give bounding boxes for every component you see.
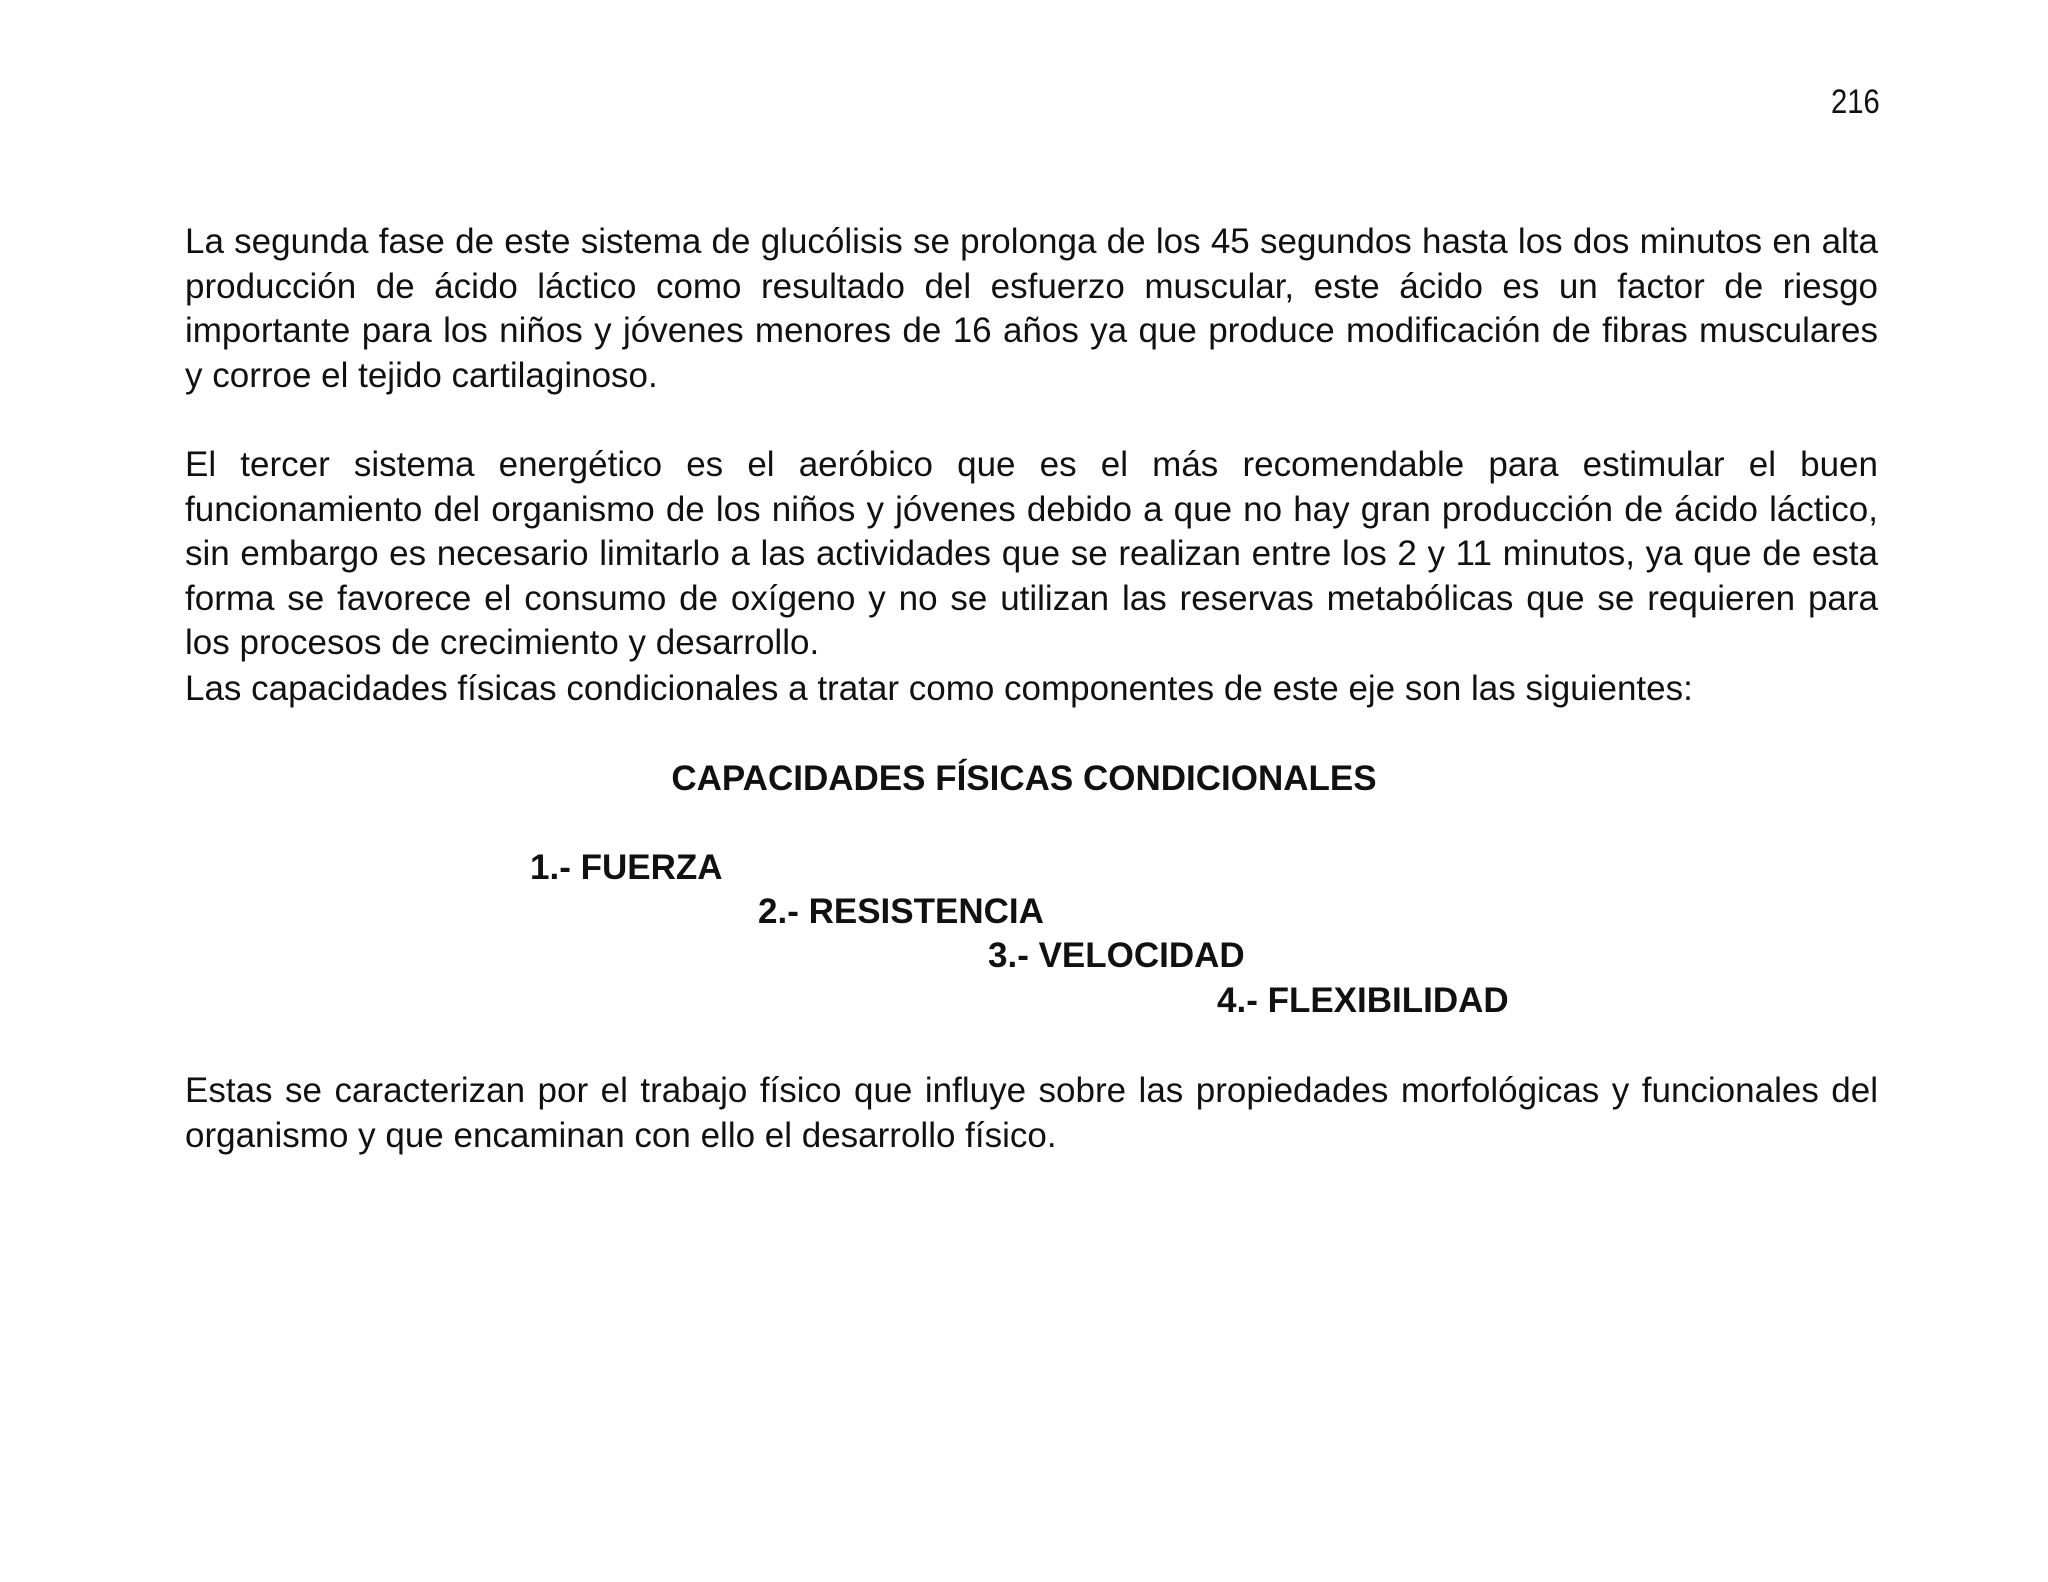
page-number: 216 xyxy=(1831,83,1880,121)
paragraph-text: Estas se caracterizan por el trabajo físico que influye sobre las propiedades morfológicas y funcionales del organismo y que encaminan con ello el desarrollo físico. xyxy=(185,1071,1878,1155)
paragraph-text: El tercer sistema energético es el aeróbico que es el más recomendable para estimular el buen funcionamiento del organismo de los niños y jóvenes debido a que no hay gran producción de ácido láctico, sin embargo es necesario limitarlo a las actividades que se realizan entre los 2 y 11 minutos, ya que de esta forma se favorece el consumo de oxígeno y no se utilizan las reservas metabólicas que se requieren para los procesos de crecimiento y desarrollo. xyxy=(185,445,1878,662)
paragraph-glycolysis xyxy=(185,220,1878,398)
paragraph-intro-capacities xyxy=(185,667,1878,712)
section-heading: CAPACIDADES FÍSICAS CONDICIONALES xyxy=(671,759,1377,798)
capacity-item-flexibilidad: 4.- FLEXIBILIDAD xyxy=(1217,981,1509,1020)
paragraph-aerobic xyxy=(185,443,1878,666)
capacity-item-resistencia: 2.- RESISTENCIA xyxy=(758,892,1044,931)
paragraph-text: Las capacidades físicas condicionales a tratar como componentes de este eje son las siguientes: xyxy=(185,669,1693,708)
capacity-item-fuerza: 1.- FUERZA xyxy=(530,848,723,887)
capacity-item-velocidad: 3.- VELOCIDAD xyxy=(988,936,1245,975)
paragraph-characterization xyxy=(185,1069,1878,1158)
paragraph-text: La segunda fase de este sistema de glucólisis se prolonga de los 45 segundos hasta los dos minutos en alta producción de ácido láctico como resultado del esfuerzo muscular, este ácido es un factor de riesgo importante para los niños y jóvenes menores de 16 años ya que produce modificación de fibras musculares y corroe el tejido cartilaginoso. xyxy=(185,222,1878,395)
